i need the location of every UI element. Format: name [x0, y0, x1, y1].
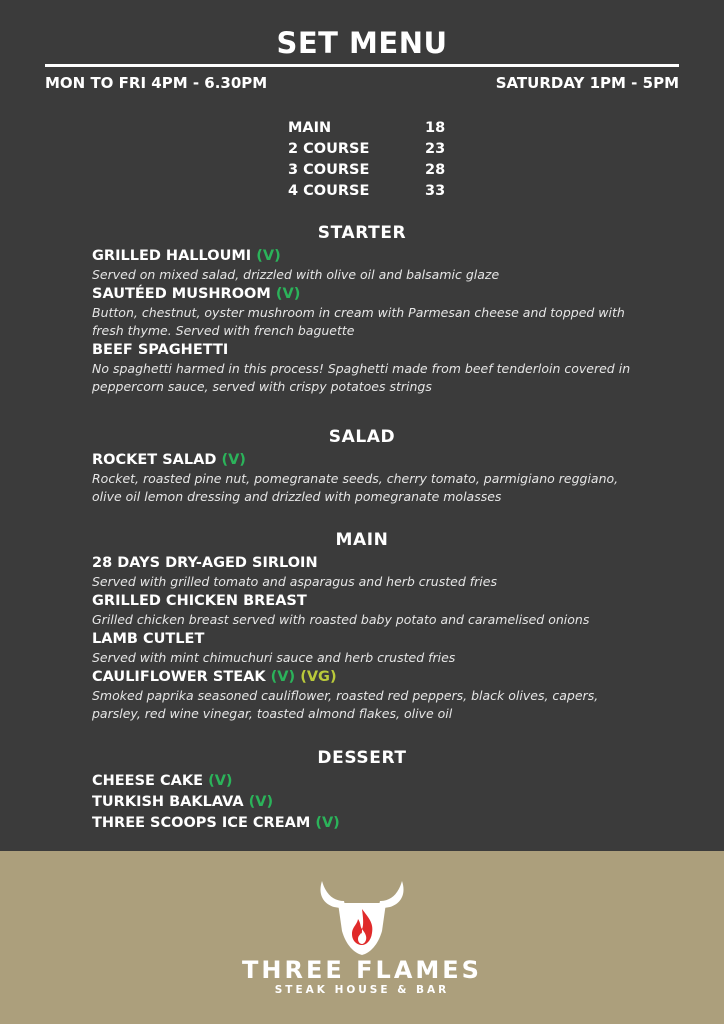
price-value: 23	[425, 140, 446, 157]
menu-item-desc: fresh thyme. Served with french baguette	[92, 323, 355, 338]
menu-item-desc: olive oil lemon dressing and drizzled with pomegranate molasses	[92, 489, 502, 504]
menu-item-desc: peppercorn sauce, served with crispy potatoes strings	[92, 379, 432, 394]
menu-item-name: CHEESE CAKE (V)	[92, 773, 233, 789]
weekday-hours: MON TO FRI 4PM - 6.30PM	[45, 74, 268, 92]
section-title-salad: SALAD	[328, 427, 396, 447]
menu-item-name: GRILLED CHICKEN BREAST	[92, 593, 307, 609]
price-value: 33	[425, 182, 446, 199]
menu-item-desc: Served with mint chimuchuri sauce and herb crusted fries	[92, 650, 456, 665]
title-divider	[45, 64, 679, 67]
main-section	[92, 530, 652, 723]
menu-item-name: ROCKET SALAD (V)	[92, 452, 246, 468]
section-title-dessert: DESSERT	[317, 748, 407, 768]
price-label: MAIN	[288, 119, 332, 136]
salad-section	[92, 427, 652, 506]
brand-subtitle: STEAK HOUSE & BAR	[274, 984, 450, 996]
vegetarian-tag: (V)	[256, 248, 281, 264]
vegetarian-tag: (V)	[248, 794, 274, 810]
menu-item-name: GRILLED HALLOUMI (V)	[92, 248, 281, 264]
menu-item-desc: Grilled chicken breast served with roasted baby potato and caramelised onions	[92, 612, 590, 627]
price-label: 4 COURSE	[288, 182, 370, 199]
menu-item-name: BEEF SPAGHETTI	[92, 342, 229, 358]
price-row	[287, 117, 447, 138]
dessert-section	[92, 748, 652, 834]
vegetarian-tag: (V)	[208, 773, 233, 789]
page-title: SET MENU	[276, 26, 448, 60]
vegetarian-tag: (V)	[315, 815, 340, 831]
menu-item-name: THREE SCOOPS ICE CREAM (V)	[92, 815, 340, 831]
menu-item-desc: Rocket, roasted pine nut, pomegranate seeds, cherry tomato, parmigiano reggiano,	[92, 471, 619, 486]
menu-item-desc: No spaghetti harmed in this process! Spaghetti made from beef tenderloin covered in	[92, 361, 631, 376]
vegetarian-tag: (V)	[270, 669, 296, 685]
vegan-tag: (VG)	[300, 669, 337, 685]
menu-item-desc: Smoked paprika seasoned cauliflower, roasted red peppers, black olives, capers,	[92, 688, 599, 703]
price-row	[287, 159, 447, 180]
menu-item-name: SAUTÉED MUSHROOM (V)	[92, 286, 301, 302]
menu-item-desc: Served with grilled tomato and asparagus and herb crusted fries	[92, 574, 497, 589]
menu-item-name: LAMB CUTLET	[92, 631, 205, 647]
menu-item-desc: parsley, red wine vinegar, toasted almond flakes, olive oil	[92, 706, 453, 721]
menu-item-name: CAULIFLOWER STEAK (V) (VG)	[92, 669, 337, 685]
price-list	[287, 117, 447, 201]
section-title-main: MAIN	[335, 530, 389, 550]
price-value: 18	[425, 119, 446, 136]
vegetarian-tag: (V)	[221, 452, 246, 468]
price-row	[287, 180, 447, 201]
menu-item-desc: Served on mixed salad, drizzled with olive oil and balsamic glaze	[92, 267, 500, 282]
saturday-hours: SATURDAY 1PM - 5PM	[495, 74, 679, 92]
brand-name: THREE FLAMES	[242, 956, 482, 984]
menu-item-name: TURKISH BAKLAVA (V)	[92, 794, 274, 810]
vegetarian-tag: (V)	[275, 286, 301, 302]
price-row	[287, 138, 447, 159]
section-title-starter: STARTER	[317, 223, 407, 243]
price-value: 28	[425, 161, 446, 178]
price-label: 2 COURSE	[288, 140, 370, 157]
bull-flame-icon	[316, 879, 408, 957]
price-label: 3 COURSE	[288, 161, 370, 178]
menu-item-desc: Button, chestnut, oyster mushroom in cream with Parmesan cheese and topped with	[92, 305, 625, 320]
menu-item-name: 28 DAYS DRY-AGED SIRLOIN	[92, 555, 318, 571]
starter-section	[92, 223, 652, 396]
